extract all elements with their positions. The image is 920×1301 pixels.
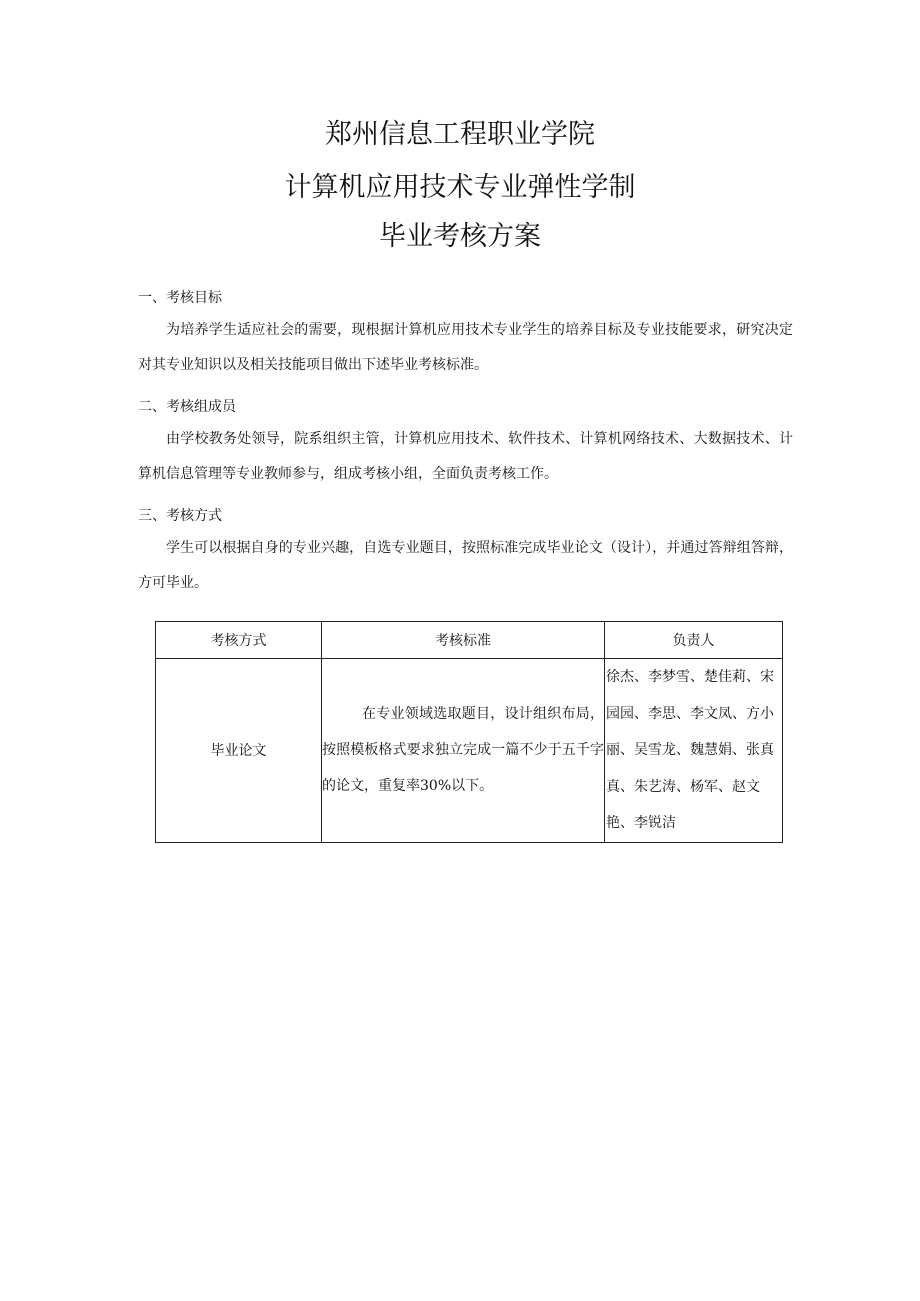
table-row — [156, 659, 783, 843]
section-text-goal: 为培养学生适应社会的需要，现根据计算机应用技术专业学生的培养目标及专业技能要求，研究决定对其专业知识以及相关技能项目做出下述毕业考核标准。 — [138, 322, 793, 373]
section-heading-method: 三、考核方式 — [138, 508, 222, 524]
table-cell-method: 毕业论文 — [156, 659, 322, 843]
table-header-person: 负责人 — [605, 622, 783, 659]
person-text: 徐杰、李梦雪、楚佳莉、宋园园、李思、李文凤、方小丽、吴雪龙、魏慧娟、张真真、朱艺涛、杨军、赵文艳、李锐洁 — [606, 669, 774, 831]
table-header-row — [156, 622, 783, 659]
section-text-members: 由学校教务处领导，院系组织主管，计算机应用技术、软件技术、计算机网络技术、大数据技术、计算机信息管理等专业教师参与，组成考核小组，全面负责考核工作。 — [138, 431, 793, 482]
title-program: 计算机应用技术专业弹性学制 — [284, 172, 636, 203]
table-cell-person — [605, 659, 783, 843]
table-header-method: 考核方式 — [156, 622, 322, 659]
title-school: 郑州信息工程职业学院 — [325, 119, 595, 150]
section-heading-goal: 一、考核目标 — [138, 290, 222, 306]
title-plan: 毕业考核方案 — [379, 221, 541, 252]
section-heading-members: 二、考核组成员 — [138, 399, 236, 415]
table-cell-standard — [322, 659, 605, 843]
table-header-standard: 考核标准 — [322, 622, 605, 659]
section-text-method: 学生可以根据自身的专业兴趣，自选专业题目，按照标准完成毕业论文（设计），并通过答辩组答辩，方可毕业。 — [138, 540, 793, 591]
exam-table — [155, 621, 783, 843]
standard-text: 在专业领域选取题目，设计组织布局，按照模板格式要求独立完成一篇不少于五千字的论文，重复率30%以下。 — [322, 706, 604, 795]
